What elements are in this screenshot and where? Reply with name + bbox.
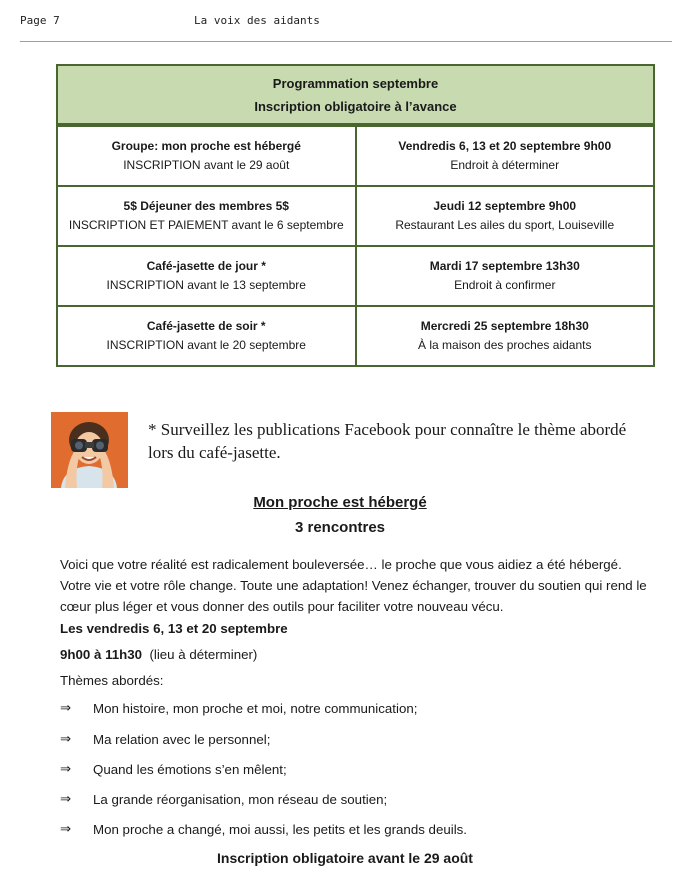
theme-text: La grande réorganisation, mon réseau de soutien; <box>93 792 388 807</box>
list-item <box>60 822 467 837</box>
event-date: Jeudi 12 septembre 9h00 <box>433 199 577 213</box>
event-location: Endroit à déterminer <box>450 158 560 172</box>
event-location: À la maison des proches aidants <box>418 338 592 352</box>
theme-text: Mon histoire, mon proche et moi, notre communication; <box>93 701 418 716</box>
page-number: Page 7 <box>20 14 60 27</box>
section-subtitle: 3 rencontres <box>294 519 386 536</box>
event-date: Mercredi 25 septembre 18h30 <box>420 319 589 333</box>
page-header <box>20 12 672 42</box>
section-time <box>60 647 257 662</box>
list-item <box>60 701 417 716</box>
section-paragraph: Voici que votre réalité est radicalement bouleversée… le proche que vous aidiez a été hébergé. Votre vie et votre rôle change. Toute une adaptation! Venez échanger, trouver du soutien qui rend le cœur plus léger et vous donner des outils pour faciliter votre nouveau vécu. <box>60 557 647 614</box>
registration-deadline: Inscription obligatoire avant le 29 août <box>217 850 473 866</box>
event-registration: INSCRIPTION ET PAIEMENT avant le 6 septembre <box>68 218 344 232</box>
schedule-cell <box>357 127 654 185</box>
event-cell <box>58 307 357 365</box>
event-cell <box>58 127 357 185</box>
list-item <box>60 732 270 747</box>
section-title: Mon proche est hébergé <box>253 494 427 511</box>
facebook-note: * Surveillez les publications Facebook pour connaître le thème abordé lors du café-jasette. <box>148 420 627 462</box>
schedule-cell <box>357 247 654 305</box>
event-location: Endroit à confirmer <box>454 278 556 292</box>
program-subtitle: Inscription obligatoire à l’avance <box>254 99 457 114</box>
arrow-icon: ⇒ <box>60 732 72 747</box>
event-location: Restaurant Les ailes du sport, Louiseville <box>395 218 615 232</box>
binoculars-person-icon <box>51 412 128 488</box>
list-item <box>60 762 287 777</box>
time-location-note: (lieu à déterminer) <box>149 647 258 662</box>
event-name: Groupe: mon proche est hébergé <box>111 139 301 153</box>
event-name: Café-jasette de soir * <box>146 319 266 333</box>
section-dates: Les vendredis 6, 13 et 20 septembre <box>60 621 288 636</box>
program-table-header <box>58 66 653 125</box>
arrow-icon: ⇒ <box>60 792 72 807</box>
program-title: Programmation septembre <box>272 76 439 91</box>
event-registration: INSCRIPTION avant le 20 septembre <box>106 338 306 352</box>
arrow-icon: ⇒ <box>60 822 72 837</box>
table-row <box>58 185 653 245</box>
program-table <box>56 64 655 367</box>
table-row <box>58 125 653 185</box>
table-row <box>58 245 653 305</box>
arrow-icon: ⇒ <box>60 762 72 777</box>
event-date: Mardi 17 septembre 13h30 <box>429 259 580 273</box>
arrow-icon: ⇒ <box>60 701 72 716</box>
list-item <box>60 792 387 807</box>
schedule-cell <box>357 307 654 365</box>
newsletter-title: La voix des aidants <box>194 14 320 27</box>
event-registration: INSCRIPTION avant le 29 août <box>123 158 290 172</box>
event-cell <box>58 187 357 245</box>
event-registration: INSCRIPTION avant le 13 septembre <box>106 278 306 292</box>
schedule-cell <box>357 187 654 245</box>
header-rule <box>20 41 672 42</box>
event-name: 5$ Déjeuner des membres 5$ <box>123 199 289 213</box>
theme-text: Mon proche a changé, moi aussi, les petits et les grands deuils. <box>93 822 467 837</box>
themes-label: Thèmes abordés: <box>60 673 164 688</box>
event-date: Vendredis 6, 13 et 20 septembre 9h00 <box>398 139 612 153</box>
event-name: Café-jasette de jour * <box>146 259 266 273</box>
theme-text: Quand les émotions s’en mêlent; <box>93 762 287 777</box>
theme-text: Ma relation avec le personnel; <box>93 732 271 747</box>
event-cell <box>58 247 357 305</box>
time-range: 9h00 à 11h30 <box>60 647 143 662</box>
table-row <box>58 305 653 365</box>
